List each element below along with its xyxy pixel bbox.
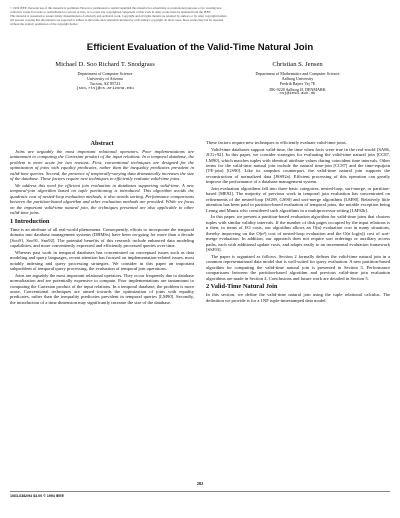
paper-title: Efficient Evaluation of the Valid-Time Natural Join <box>86 42 314 53</box>
footer-code: 1063-6382/94 $3.00 © 1994 IEEE <box>10 494 65 498</box>
abstract <box>10 140 194 216</box>
abstract-heading: Abstract <box>90 140 114 147</box>
author-dept: Department of Mathematics and Computer Science <box>255 71 340 76</box>
author-org: University of Arizona <box>87 76 123 82</box>
author-names: Christian S. Jensen <box>272 61 323 68</box>
author-dept: Department of Computer Science <box>77 71 133 76</box>
body-paragraph: In this section, we define the valid-time natural join using the tuple relational calculus. The definition we provide is for a 1NF tuple-timestamped data model. <box>206 292 390 303</box>
author-city: Tucson, AZ 85721 <box>89 81 121 87</box>
section-heading: 2 Valid-Time Natural Join <box>206 283 278 291</box>
abstract-paragraph: Joins are arguably the most important relational operators. Poor implementations are tantamount to computing the Cartesian product of the input relations. In a temporal database, the problem is more acute for two reasons. First, conventional techniques are designed for the optimization of joins with equality predicates, rather than the inequality predicates prevalent in valid-time queries. Second, the presence of temporally-varying data dramatically increases the size of the database. These factors require new techniques to efficiently evaluate valid-time joins. <box>10 149 194 182</box>
left-column <box>10 140 194 307</box>
notice-line: without the explicit permission of the copyright holder. <box>10 22 79 27</box>
body-paragraph: Join evaluation algorithms fall into three basic categories, nested-loop, sort-merge, or partition-based [ME92]. The majority of previous work in temporal join evaluation has concentrated on refinements of the nested-loop [SG89, GS90] and sort-merge algorithms [LM90]. Relatively little attention has been paid to partition-based evaluation of temporal joins, the notable exception being Leung and Muntz who considered such algorithms in a multiprocessor setting [LM92b]. <box>206 186 390 213</box>
author-block <box>10 61 390 121</box>
notice-line: collective works for resale or redistribution to servers or lists, or to reuse any copyrighted component of this work in other works must be obtained from the IEEE. <box>10 10 212 15</box>
footer-rule <box>10 491 390 492</box>
notice-line: © 1994 IEEE. Personal use of this material is permitted. However, permission to reprint/republish this material for advertising or promotional purposes or for creating new <box>10 6 222 10</box>
notice-line: All persons copying this information are expected to adhere to the terms and constraints invoked by each author's copyright. In most cases, these works may not be reposted <box>10 18 224 23</box>
section-heading: 1 Introduction <box>10 217 50 225</box>
body-paragraph: Time is an attribute of all real-world phenomena. Consequently, efforts to incorporate the temporal domain into database management systems (DBMSs) have been on-going for more than a decade [Soo91, Soo91, Sno92]. The potential benefits of this research include enhanced data modeling capabilities, and more conveniently expressed and efficiently processed queries over time. <box>10 226 194 248</box>
body-paragraph: Whereas past work in temporal databases has concentrated on conceptual issues such as data modeling and query languages, recent attention has focused on implementation-related issues, most notably indexing and query processing strategies. We consider in this paper an important subproblem of temporal query processing, the evaluation of temporal join operations. <box>10 249 194 271</box>
author-group-aalborg <box>205 61 390 97</box>
author-street: Fredrik Bajers Vej 7E <box>279 81 316 87</box>
author-email: {soo,rts}@cs.arizona.edu <box>76 86 134 91</box>
body-paragraph: Valid-time databases support valid-time, the time when facts were true in the real-world [SA86, JCG+92]. In this paper, we consider strategies for evaluating the valid-time natural join [CC87, LM90], which matches tuples with identical attribute values during coincident time intervals. Other terms for the valid-time natural join include the natural time-join [CC87] and the time-equijoin (TE-join) [GS90]. Like its snapshot counterpart, the valid-time natural join supports the reconstruction of normalized data [JSS92a]. Efficient processing of this operation can greatly improve the performance of a database management system. <box>206 146 390 185</box>
author-names: Michael D. Soo Richard T. Snodgrass <box>55 61 155 68</box>
copyright-notice <box>10 6 390 26</box>
author-email: csj@iesd.auc.dk <box>279 91 316 96</box>
page-number: 282 <box>196 481 204 486</box>
notice-line: This material is presented to ensure timely dissemination of scholarly and technical work. Copyright and all rights therein are retained by authors or by other copyright holders. <box>10 14 228 19</box>
author-group-arizona <box>10 61 200 92</box>
author-city: DK-9220 Aalborg Ø, DENMARK <box>269 86 326 92</box>
abstract-paragraph: We address this need for efficient join evaluation in databases supporting valid-time. A new temporal-join algorithm based on tuple partitioning is introduced. This algorithm avoids the quadratic cost of nested-loop evaluation methods; it also avoids sorting. Performance comparisons between the partition-based algorithm and other evaluation methods are provided. While we focus on the important valid-time natural join, the techniques presented are also applicable to other valid-time joins. <box>10 182 194 216</box>
body-paragraph: Joins are arguably the most important relational operators. They occur frequently due to database normalization and are potentially expensive to compute. Poor implementations are tantamount to computing the Cartesian product of the input relations. In a temporal database, the problem is more acute. Conventional techniques are aimed towards the optimization of joins with equality predicates, rather than the inequality predicates prevalent in temporal queries [LM90]. Secondly, the introduction of a time dimension may significantly increase the size of the database. <box>10 272 194 305</box>
body-paragraph: In this paper, we present a partition-based evaluation algorithm for valid-time joins that clusters tuples with similar validity intervals. If the number of disk pages occupied by the input relations is n then, in terms of I/O costs, our algorithm allows an O(n) evaluation cost in many situations, thereby improving on the O(n²) cost of nested-loop evaluation and the O(n log(n)) cost of sort-merge evaluation. In addition, our approach does not require sort orderings or auxiliary access paths, each with additional update costs, and adapts easily to an incremental evaluation framework [SSJ93]. <box>206 214 390 253</box>
body-paragraph: These factors require new techniques to efficiently evaluate valid-time joins. <box>206 140 347 145</box>
body-paragraph: The paper is organized as follows. Section 2 formally defines the valid-time natural join in a common representational data model that is well-suited for query evaluation. A new partition-based algorithm for computing the valid-time natural join is presented in Section 3. Performance comparisons between the partition-based algorithm and previous valid-time join evaluation algorithms are made in Section 4. Conclusions and future work are detailed in Section 5. <box>206 253 390 281</box>
author-org: Aalborg University <box>281 76 314 82</box>
right-column <box>206 140 390 304</box>
